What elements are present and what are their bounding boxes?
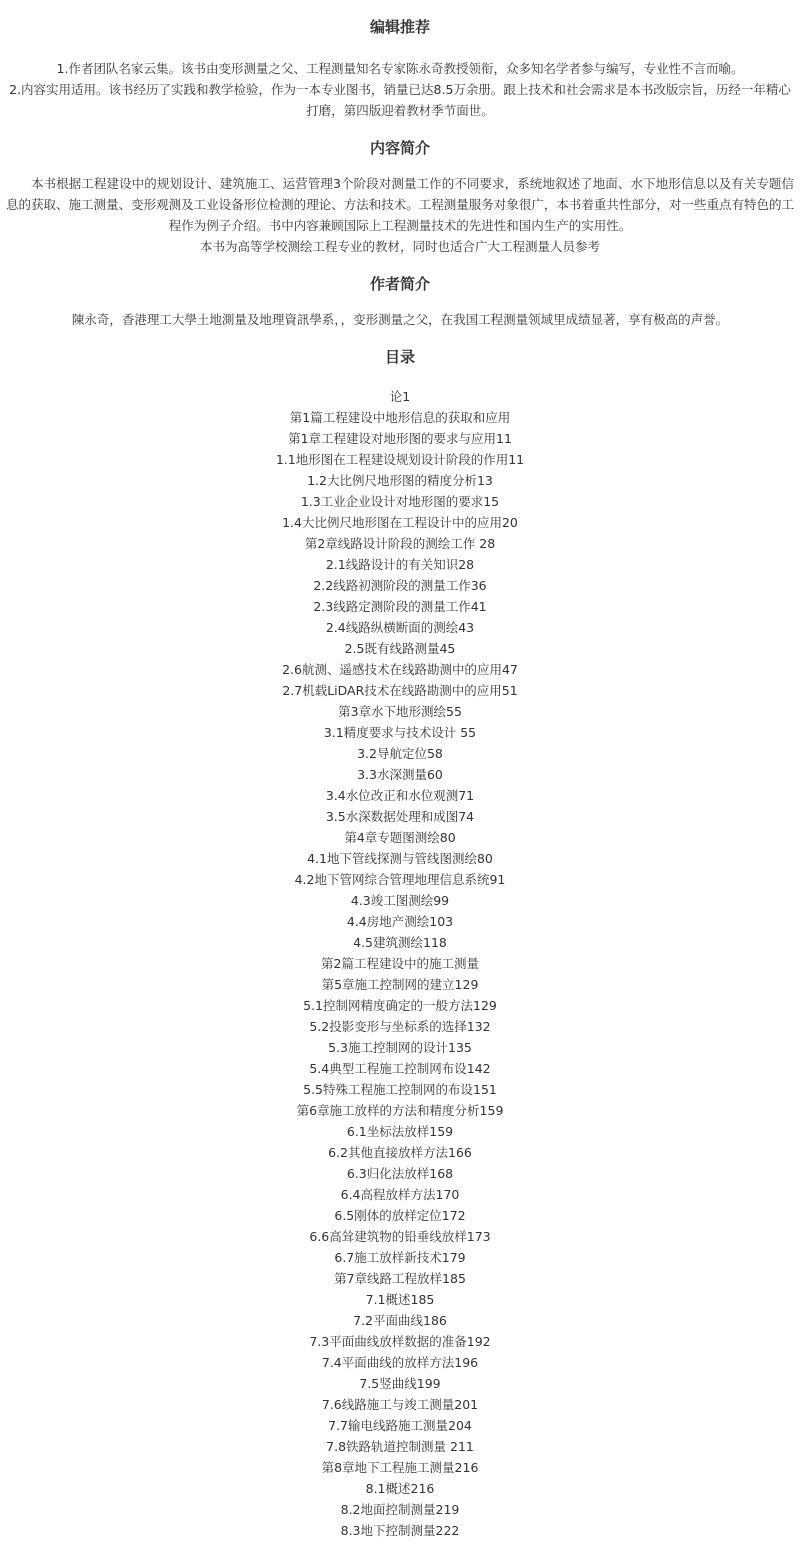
toc-entry: 6.5刚体的放样定位172 [334,1208,466,1223]
toc-entry: 2.2线路初测阶段的测量工作36 [313,578,487,593]
recommendation-point-2: 2.内容实用适用。该书经历了实践和教学检验，作为一本专业图书，销量已达8.5万余册。跟上技术和社会需求是本书改版宗旨，历经一年精心打磨，第四版迎着教材季节面世。 [9,82,791,118]
toc-entry: 第8章地下工程施工测量216 [321,1460,479,1475]
toc-entry: 6.3归化法放样168 [346,1166,454,1181]
toc-entry: 6.4高程放样方法170 [340,1187,460,1202]
toc-entry: 1.3工业企业设计对地形图的要求15 [300,494,500,509]
toc-entry: 3.3水深测量60 [357,767,443,782]
toc-entry: 8.1概述216 [365,1481,435,1496]
toc-entry: 第1章工程建设对地形图的要求与应用11 [288,431,512,446]
toc-entry: 7.3平面曲线放样数据的准备192 [309,1334,491,1349]
toc-entry: 4.4房地产测绘103 [346,914,454,929]
toc-entry: 1.4大比例尺地形图在工程设计中的应用20 [282,515,518,530]
content-intro-paragraph: 本书根据工程建设中的规划设计、建筑施工、运营管理3个阶段对测量工作的不同要求，系统地叙述了地面、水下地形信息以及有关专题信息的获取、施工测量、变形观测及工业设备形位检测的理论、方法和技术。工程测量服务对象很广，本书着重共性部分，对一些重点有特色的工程作为例子介绍。书中内容兼顾国际上工程测量技术的先进性和国内生产的实用性。 [6,176,794,233]
toc-entry: 6.7施工放样新技术179 [334,1250,466,1265]
toc-entry: 第1篇工程建设中地形信息的获取和应用 [289,410,511,425]
toc-entry: 4.5建筑测绘118 [353,935,447,950]
toc-entry: 6.1坐标法放样159 [346,1124,454,1139]
author-intro-paragraph: 陳永奇，香港理工大學土地測量及地理資訊學系，，变形测量之父，在我国工程测量领域里成绩显著，享有极高的声誉。 [71,312,729,327]
toc-entry: 2.1线路设计的有关知识28 [325,557,475,572]
toc-entry: 5.4典型工程施工控制网布设142 [309,1061,491,1076]
toc-entry: 4.1地下管线探测与管线图测绘80 [307,851,493,866]
toc-entry: 1.2大比例尺地形图的精度分析13 [307,473,493,488]
toc-entry: 5.2投影变形与坐标系的选择132 [309,1019,491,1034]
toc-list [0,386,800,1541]
toc-entry: 8.2地面控制测量219 [340,1502,460,1517]
toc-entry: 7.1概述185 [365,1292,435,1307]
toc-entry: 5.3施工控制网的设计135 [328,1040,472,1055]
toc-entry: 2.4线路纵横断面的测绘43 [325,620,475,635]
toc-entry: 7.8铁路轨道控制测量 211 [326,1439,474,1454]
toc-entry: 第2篇工程建设中的施工测量 [321,956,479,971]
toc-entry: 1.1地形图在工程建设规划设计阶段的作用11 [275,452,525,467]
toc-entry: 4.2地下管网综合管理地理信息系统91 [294,872,506,887]
toc-entry: 5.1控制网精度确定的一般方法129 [303,998,497,1013]
toc-entry: 3.1精度要求与技术设计 55 [323,725,477,740]
content-intro-note: 本书为高等学校测绘工程专业的教材，同时也适合广大工程测量人员参考 [199,239,600,254]
editor-recommendation-section [0,0,800,121]
toc-entry: 7.6线路施工与竣工测量201 [321,1397,479,1412]
toc-entry: 第2章线路设计阶段的测绘工作 28 [304,536,496,551]
content-intro-section [0,121,800,257]
section-title-editor-recommendation: 编辑推荐 [369,18,430,36]
author-intro-section [0,257,800,330]
toc-entry: 5.5特殊工程施工控制网的布设151 [303,1082,497,1097]
toc-entry: 6.2其他直接放样方法166 [328,1145,472,1160]
section-title-author-intro: 作者简介 [369,275,430,293]
toc-entry: 3.5水深数据处理和成图74 [325,809,475,824]
toc-entry: 第5章施工控制网的建立129 [321,977,479,992]
toc-entry: 第6章施工放样的方法和精度分析159 [296,1103,504,1118]
toc-entry: 6.6高耸建筑物的铅垂线放样173 [309,1229,491,1244]
toc-entry: 第7章线路工程放样185 [334,1271,466,1286]
toc-section [0,330,800,1541]
toc-entry: 2.6航测、遥感技术在线路勘测中的应用47 [282,662,518,677]
toc-entry: 论1 [389,389,411,404]
recommendation-point-1: 1.作者团队名家云集。该书由变形测量之父、工程测量知名专家陈永奇教授领衔，众多知名学者参与编写，专业性不言而喻。 [56,61,744,76]
toc-entry: 第3章水下地形测绘55 [338,704,462,719]
toc-entry: 7.5竖曲线199 [359,1376,441,1391]
toc-entry: 8.3地下控制测量222 [340,1523,460,1538]
toc-entry: 3.4水位改正和水位观测71 [325,788,475,803]
toc-entry: 4.3竣工图测绘99 [350,893,450,908]
section-title-toc: 目录 [384,348,415,366]
toc-entry: 7.2平面曲线186 [353,1313,447,1328]
toc-entry: 2.5既有线路测量45 [344,641,456,656]
toc-entry: 2.3线路定测阶段的测量工作41 [313,599,487,614]
section-title-content-intro: 内容简介 [369,139,430,157]
toc-entry: 2.7机载LiDAR技术在线路勘测中的应用51 [282,683,518,698]
toc-entry: 第4章专题图测绘80 [344,830,456,845]
toc-entry: 3.2导航定位58 [357,746,443,761]
toc-entry: 7.4平面曲线的放样方法196 [321,1355,479,1370]
toc-entry: 7.7输电线路施工测量204 [328,1418,472,1433]
